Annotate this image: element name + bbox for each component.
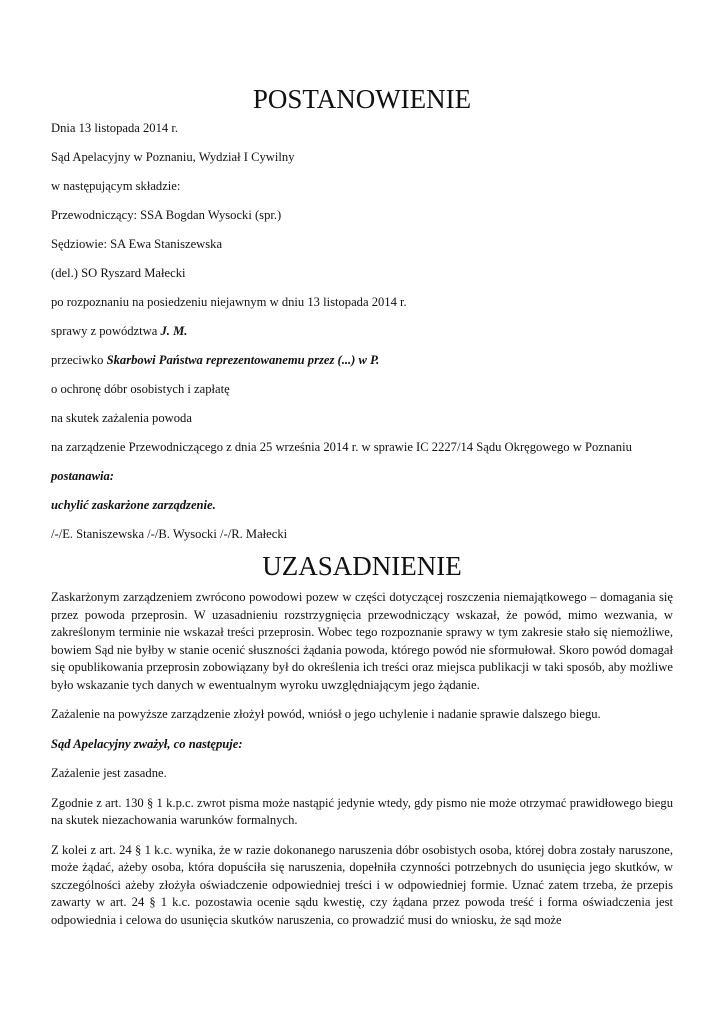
appeal-basis: na skutek zażalenia powoda (51, 411, 192, 425)
decides-label: postanawia: (51, 469, 114, 483)
composition-label: w następującym składzie: (51, 179, 181, 193)
plaintiff-name: J. M. (160, 324, 188, 338)
document-title: POSTANOWIENIE (252, 84, 472, 114)
ruling-text: uchylić zaskarżone zarządzenie. (51, 498, 216, 512)
case-defendant-line (51, 352, 673, 368)
court-name: Sąd Apelacyjny w Poznaniu, Wydział I Cywilny (51, 150, 295, 164)
reasons-paragraph-1: Zaskarżonym zarządzeniem zwrócono powodowi pozew w części dotyczącej roszczenia niemajątkowego – domagania się przez powoda przeprosin. W uzasadnieniu rozstrzygnięcia przewodniczący wskazał, że powód, mimo wezwania, w zakreślonym terminie nie wskazał treści przeprosin. Wobec tego rozpoznanie sprawy w tym zakresie stało się niemożliwe, bowiem Sąd nie byłby w stanie ocenić słuszności żądania powoda, którego powód nie sformułował. Skoro powód domagał się opublikowania przeprosin zobowiązany był do określenia ich treści oraz miejsca publikacji w taki sposób, aby możliwe było wskazanie tych danych w ewentualnym wyroku uwzględniającym jego żądanie. (51, 590, 673, 692)
document-page (51, 80, 673, 941)
reasons-paragraph-4: Zażalenie jest zasadne. (51, 766, 167, 780)
case-plaintiff-line (51, 323, 673, 339)
signatures: /-/E. Staniszewska /-/B. Wysocki /-/R. Małecki (51, 527, 288, 541)
presiding-judge: Przewodniczący: SSA Bogdan Wysocki (spr.) (51, 208, 282, 222)
case-prefix: sprawy z powództwa (51, 324, 161, 338)
against-prefix: przeciwko (51, 353, 107, 367)
hearing-info: po rozpoznaniu na posiedzeniu niejawnym w dniu 13 listopada 2014 r. (51, 295, 407, 309)
order-reference: na zarządzenie Przewodniczącego z dnia 25 września 2014 r. w sprawie IC 2227/14 Sądu Okręgowego w Poznaniu (51, 440, 632, 454)
case-subject: o ochronę dóbr osobistych i zapłatę (51, 382, 230, 396)
reasons-paragraph-2: Zażalenie na powyższe zarządzenie złożył powód, wniósł o jego uchylenie i nadanie sprawie dalszego biegu. (51, 707, 601, 721)
decision-date: Dnia 13 listopada 2014 r. (51, 121, 178, 135)
court-considered-heading: Sąd Apelacyjny zważył, co następuje: (51, 736, 243, 751)
judges-line: Sędziowie: SA Ewa Staniszewska (51, 237, 223, 251)
delegated-judge: (del.) SO Ryszard Małecki (51, 266, 186, 280)
reasons-paragraph-6: Z kolei z art. 24 § 1 k.c. wynika, że w razie dokonanego naruszenia dóbr osobistych osoba, której dobra zostały naruszone, może żądać, ażeby osoba, która dopuściła się naruszenia, dopełniła czynności potrzebnych do usunięcia jego skutków, w szczególności ażeby złożyła oświadczenie odpowiedniej treści i w odpowiedniej formie. Uznać zatem trzeba, że przepis zawarty w art. 24 § 1 k.c. pozostawia ocenie sądu kwestię, czy żądana przez powoda treść i forma oświadczenia jest odpowiednia i celowa do usunięcia skutków naruszenia, co prowadzić musi do wniosku, że sąd może (51, 842, 673, 927)
reasons-paragraph-5: Zgodnie z art. 130 § 1 k.p.c. zwrot pisma może nastąpić jedynie wtedy, gdy pismo nie może otrzymać prawidłowego biegu na skutek niezachowania warunków formalnych. (51, 795, 673, 827)
reasons-title: UZASADNIENIE (262, 551, 462, 581)
defendant-name: Skarbowi Państwa reprezentowanemu przez (...) w P. (106, 353, 380, 367)
